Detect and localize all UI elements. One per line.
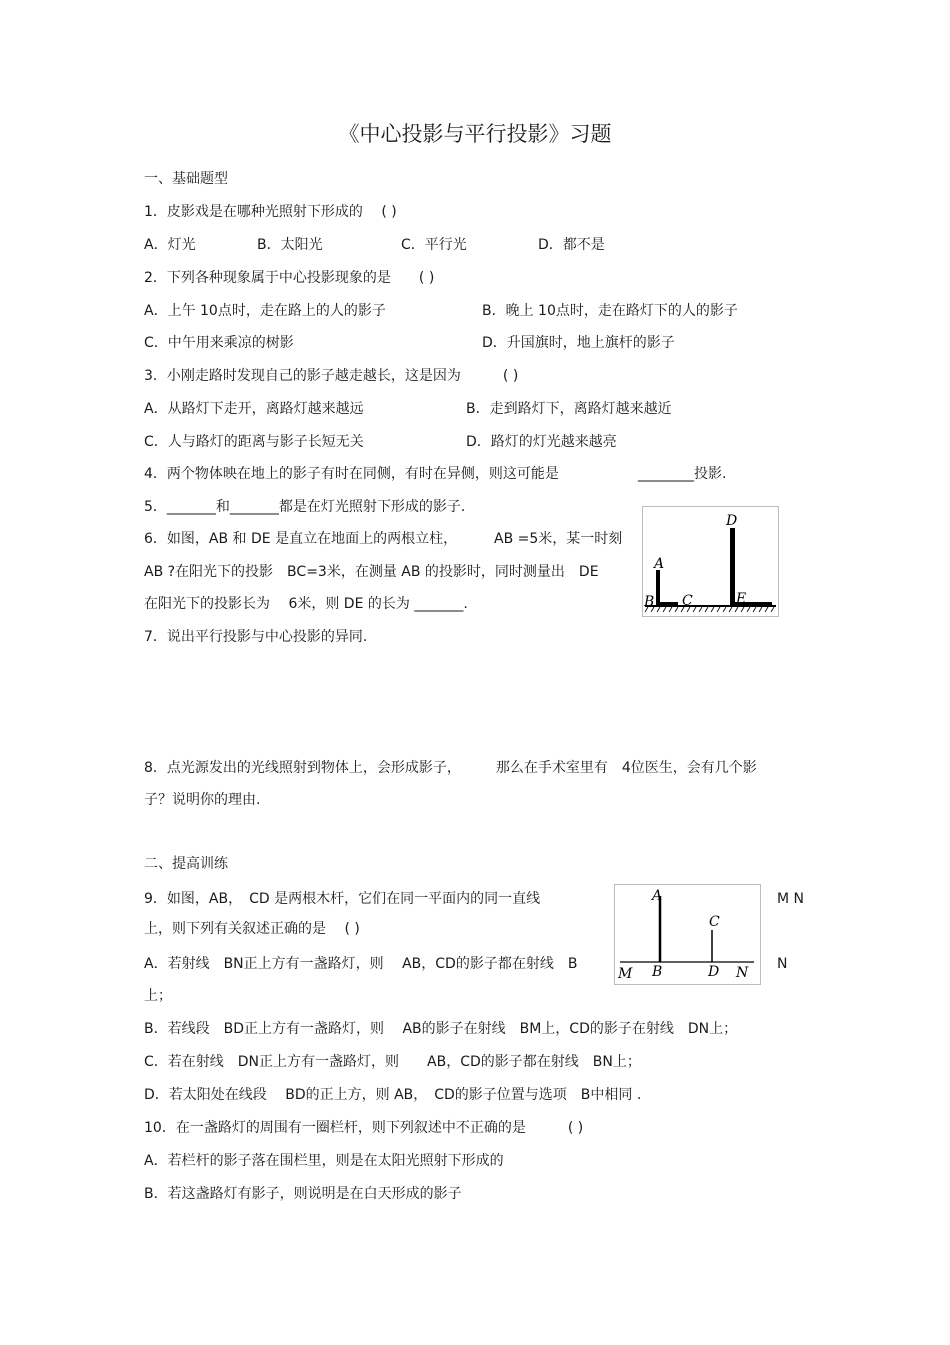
q2-option-d: D．升国旗时，地上旗杆的影子 bbox=[482, 335, 675, 351]
q1-option-d: D．都不是 bbox=[538, 237, 605, 253]
q9-line-1: 9．如图，AB， CD 是两根木杆，它们在同一平面内的同一直线 bbox=[144, 891, 541, 907]
q9-label-d: D bbox=[708, 964, 720, 980]
q9-label-m: M bbox=[618, 966, 633, 982]
q6-label-b: B bbox=[644, 594, 655, 610]
q9-label-a: A bbox=[652, 888, 663, 904]
q10-option-a: A．若栏杆的影子落在围栏里，则是在太阳光照射下形成的 bbox=[144, 1153, 504, 1169]
q3-option-c: C．人与路灯的距离与影子长短无关 bbox=[144, 434, 364, 450]
q10-option-b: B．若这盏路灯有影子，则说明是在白天形成的影子 bbox=[144, 1186, 462, 1202]
q6-pillar-de bbox=[730, 528, 735, 606]
q6-label-a: A bbox=[654, 556, 665, 572]
q1-stem: 1．皮影戏是在哪种光照射下形成的 ( ) bbox=[144, 204, 397, 220]
q3-stem: 3．小刚走路时发现自己的影子越走越长，这是因为 ( ) bbox=[144, 368, 519, 384]
q3-option-a: A．从路灯下走开，离路灯越来越远 bbox=[144, 401, 364, 417]
q9-option-c: C．若在射线 DN正上方有一盏路灯，则 AB，CD的影子都在射线 BN上； bbox=[144, 1054, 641, 1070]
q4-blank: ________投影. bbox=[638, 466, 727, 482]
q6-line-1a: 6．如图，AB 和 DE 是直立在地面上的两根立柱， bbox=[144, 531, 458, 547]
q6-shadow-bc bbox=[656, 602, 678, 606]
q6-label-c: C bbox=[682, 593, 693, 609]
q9-option-a-line-2: 上； bbox=[144, 988, 172, 1004]
q2-stem: 2．下列各种现象属于中心投影现象的是 ( ) bbox=[144, 270, 435, 286]
q9-label-b: B bbox=[652, 964, 663, 980]
q6-pillar-ab bbox=[656, 570, 660, 606]
q7-stem: 7．说出平行投影与中心投影的异同. bbox=[144, 629, 368, 645]
q8-line-1: 8．点光源发出的光线照射到物体上，会形成影子， 那么在手术室里有 4位医生，会有几个影 bbox=[144, 760, 757, 776]
section-heading-advanced: 二、提高训练 bbox=[144, 856, 228, 872]
q6-label-d: D bbox=[726, 513, 738, 529]
q9-option-d: D．若太阳处在线段 BD的正上方，则 AB， CD的影子位置与选项 B中相同 . bbox=[144, 1087, 642, 1103]
q9-mn: M N bbox=[777, 891, 805, 907]
q9-option-a-line-1: A．若射线 BN正上方有一盏路灯，则 AB，CD的影子都在射线 B bbox=[144, 956, 578, 972]
q6-line-2: AB ?在阳光下的投影 BC=3米，在测量 AB 的投影时，同时测量出 DE bbox=[144, 564, 599, 580]
q10-stem: 10．在一盏路灯的周围有一圈栏杆，则下列叙述中不正确的是 ( ) bbox=[144, 1120, 584, 1136]
q8-line-2: 子？说明你的理由. bbox=[144, 792, 261, 808]
q6-line-3: 在阳光下的投影长为 6米，则 DE 的长为 _______. bbox=[144, 596, 468, 612]
q9-label-c: C bbox=[709, 914, 720, 930]
q9-label-n: N bbox=[736, 965, 749, 981]
q3-option-d: D．路灯的灯光越来越亮 bbox=[466, 434, 617, 450]
q2-option-a: A．上午 10点时，走在路上的人的影子 bbox=[144, 303, 386, 319]
q9-option-b: B．若线段 BD正上方有一盏路灯，则 AB的影子在射线 BM上，CD的影子在射线 DN上； bbox=[144, 1021, 738, 1037]
section-heading-basic: 一、基础题型 bbox=[144, 171, 228, 187]
q6-figure bbox=[642, 506, 779, 618]
q2-option-c: C．中午用来乘凉的树影 bbox=[144, 335, 294, 351]
q1-option-c: C．平行光 bbox=[401, 237, 467, 253]
page-title: 《中心投影与平行投影》习题 bbox=[338, 122, 612, 146]
q9-line-2: 上，则下列有关叙述正确的是 ( ) bbox=[144, 921, 360, 937]
q6-label-e: E bbox=[736, 591, 747, 607]
q9-figure bbox=[614, 884, 761, 986]
q9-option-a-n: N bbox=[777, 956, 788, 972]
q6-ground-hatch bbox=[645, 607, 774, 612]
q3-option-b: B．走到路灯下，离路灯越来越近 bbox=[466, 401, 672, 417]
q6-line-1b: AB =5米，某一时刻 bbox=[494, 531, 623, 547]
q2-option-b: B．晚上 10点时，走在路灯下的人的影子 bbox=[482, 303, 738, 319]
q5-stem: 5．_______和_______都是在灯光照射下形成的影子. bbox=[144, 499, 466, 515]
q4-stem: 4．两个物体映在地上的影子有时在同侧，有时在异侧，则这可能是 bbox=[144, 466, 559, 482]
q1-option-b: B．太阳光 bbox=[257, 237, 323, 253]
q1-option-a: A．灯光 bbox=[144, 237, 196, 253]
